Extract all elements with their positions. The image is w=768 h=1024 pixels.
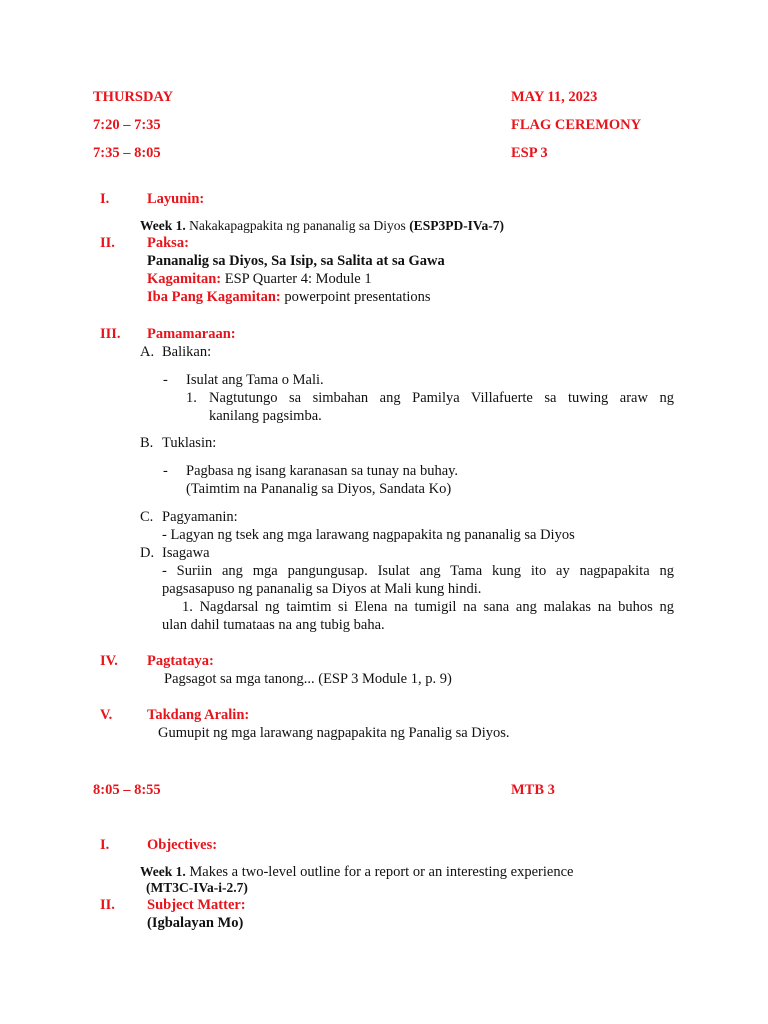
mtb-week-label: Week 1. bbox=[140, 864, 186, 879]
time-slot-1: 7:20 – 7:35 bbox=[93, 117, 161, 133]
section-number: III. bbox=[100, 326, 121, 342]
step-c-item: - Lagyan ng tsek ang mga larawang nagpapakita ng pananalig sa Diyos bbox=[162, 527, 575, 543]
section-title-layunin: Layunin: bbox=[147, 191, 205, 207]
time-slot-3: 8:05 – 8:55 bbox=[93, 782, 161, 798]
week-objective bbox=[140, 217, 504, 235]
section-title-subject-matter: Subject Matter: bbox=[147, 897, 246, 913]
week-label: Week 1. bbox=[140, 218, 186, 233]
section-title-pamamaraan: Pamamaraan: bbox=[147, 326, 236, 342]
step-b-item2: (Taimtim na Pananalig sa Diyos, Sandata Ko) bbox=[186, 481, 452, 497]
section-title-objectives: Objectives: bbox=[147, 837, 218, 853]
takdang-aralin-text: Gumupit ng mga larawang nagpapakita ng Panalig sa Diyos. bbox=[158, 725, 510, 741]
step-c-label: C. bbox=[140, 509, 154, 525]
mtb-week-code: (MT3C-IVa-i-2.7) bbox=[146, 880, 248, 895]
pagtataya-text: Pagsagot sa mga tanong... (ESP 3 Module 1, p. 9) bbox=[164, 671, 452, 687]
step-a-number: 1. bbox=[186, 390, 197, 406]
date-label: MAY 11, 2023 bbox=[511, 89, 598, 105]
subject-matter-text: (Igbalayan Mo) bbox=[147, 915, 244, 931]
subject-slot-1: FLAG CEREMONY bbox=[511, 117, 642, 133]
subject-slot-3: MTB 3 bbox=[511, 782, 555, 798]
step-d-label: D. bbox=[140, 545, 155, 561]
iba-kagamitan-line bbox=[147, 288, 431, 306]
step-b-title: Tuklasin: bbox=[162, 435, 217, 451]
kagamitan-value: ESP Quarter 4: Module 1 bbox=[221, 271, 372, 287]
step-b-label: B. bbox=[140, 435, 154, 451]
section-title-takdang-aralin: Takdang Aralin: bbox=[147, 707, 250, 723]
day-label: THURSDAY bbox=[93, 89, 174, 105]
section-number: I. bbox=[100, 837, 110, 853]
section-number: II. bbox=[100, 897, 115, 913]
step-a-title: Balikan: bbox=[162, 344, 212, 360]
section-number: II. bbox=[100, 235, 115, 251]
step-d-line3: 1. Nagdarsal ng taimtim si Elena na tumigil na sana ang malakas na buhos ng bbox=[182, 599, 674, 615]
step-d-line1: - Suriin ang mga pangungusap. Isulat ang Tama kung ito ay nagpapakita ng bbox=[162, 563, 674, 579]
section-title-pagtataya: Pagtataya: bbox=[147, 653, 214, 669]
section-title-paksa: Paksa: bbox=[147, 235, 189, 251]
step-d-line2: pagsasapuso ng pananalig sa Diyos at Mali kung hindi. bbox=[162, 581, 482, 597]
subject-slot-2: ESP 3 bbox=[511, 145, 548, 161]
step-a-item: Isulat ang Tama o Mali. bbox=[186, 372, 324, 388]
kagamitan-label: Kagamitan: bbox=[147, 271, 222, 287]
step-b-dash: - bbox=[163, 463, 168, 479]
step-a-sub-line1: Nagtutungo sa simbahan ang Pamilya Villafuerte sa tuwing araw ng bbox=[209, 390, 674, 406]
time-slot-2: 7:35 – 8:05 bbox=[93, 145, 161, 161]
step-d-line4: ulan dahil tumataas na ang tubig baha. bbox=[162, 617, 385, 633]
iba-kagamitan-label: Iba Pang Kagamitan: bbox=[147, 289, 281, 305]
week-code: (ESP3PD-IVa-7) bbox=[409, 218, 504, 233]
week-text: Nakakapagpakita ng pananalig sa Diyos bbox=[189, 218, 406, 233]
step-a-label: A. bbox=[140, 344, 155, 360]
step-a-dash: - bbox=[163, 372, 168, 388]
topic-title: Pananalig sa Diyos, Sa Isip, sa Salita at sa Gawa bbox=[147, 253, 445, 269]
kagamitan-line bbox=[147, 270, 372, 288]
step-c-title: Pagyamanin: bbox=[162, 509, 238, 525]
step-d-title: Isagawa bbox=[162, 545, 210, 561]
section-number: V. bbox=[100, 707, 113, 723]
mtb-week-text: Makes a two-level outline for a report or an interesting experience bbox=[189, 864, 574, 880]
iba-kagamitan-value: powerpoint presentations bbox=[280, 289, 431, 305]
step-a-sub-line2: kanilang pagsimba. bbox=[209, 408, 322, 424]
section-number: IV. bbox=[100, 653, 118, 669]
section-number: I. bbox=[100, 191, 110, 207]
step-b-item: Pagbasa ng isang karanasan sa tunay na buhay. bbox=[186, 463, 459, 479]
